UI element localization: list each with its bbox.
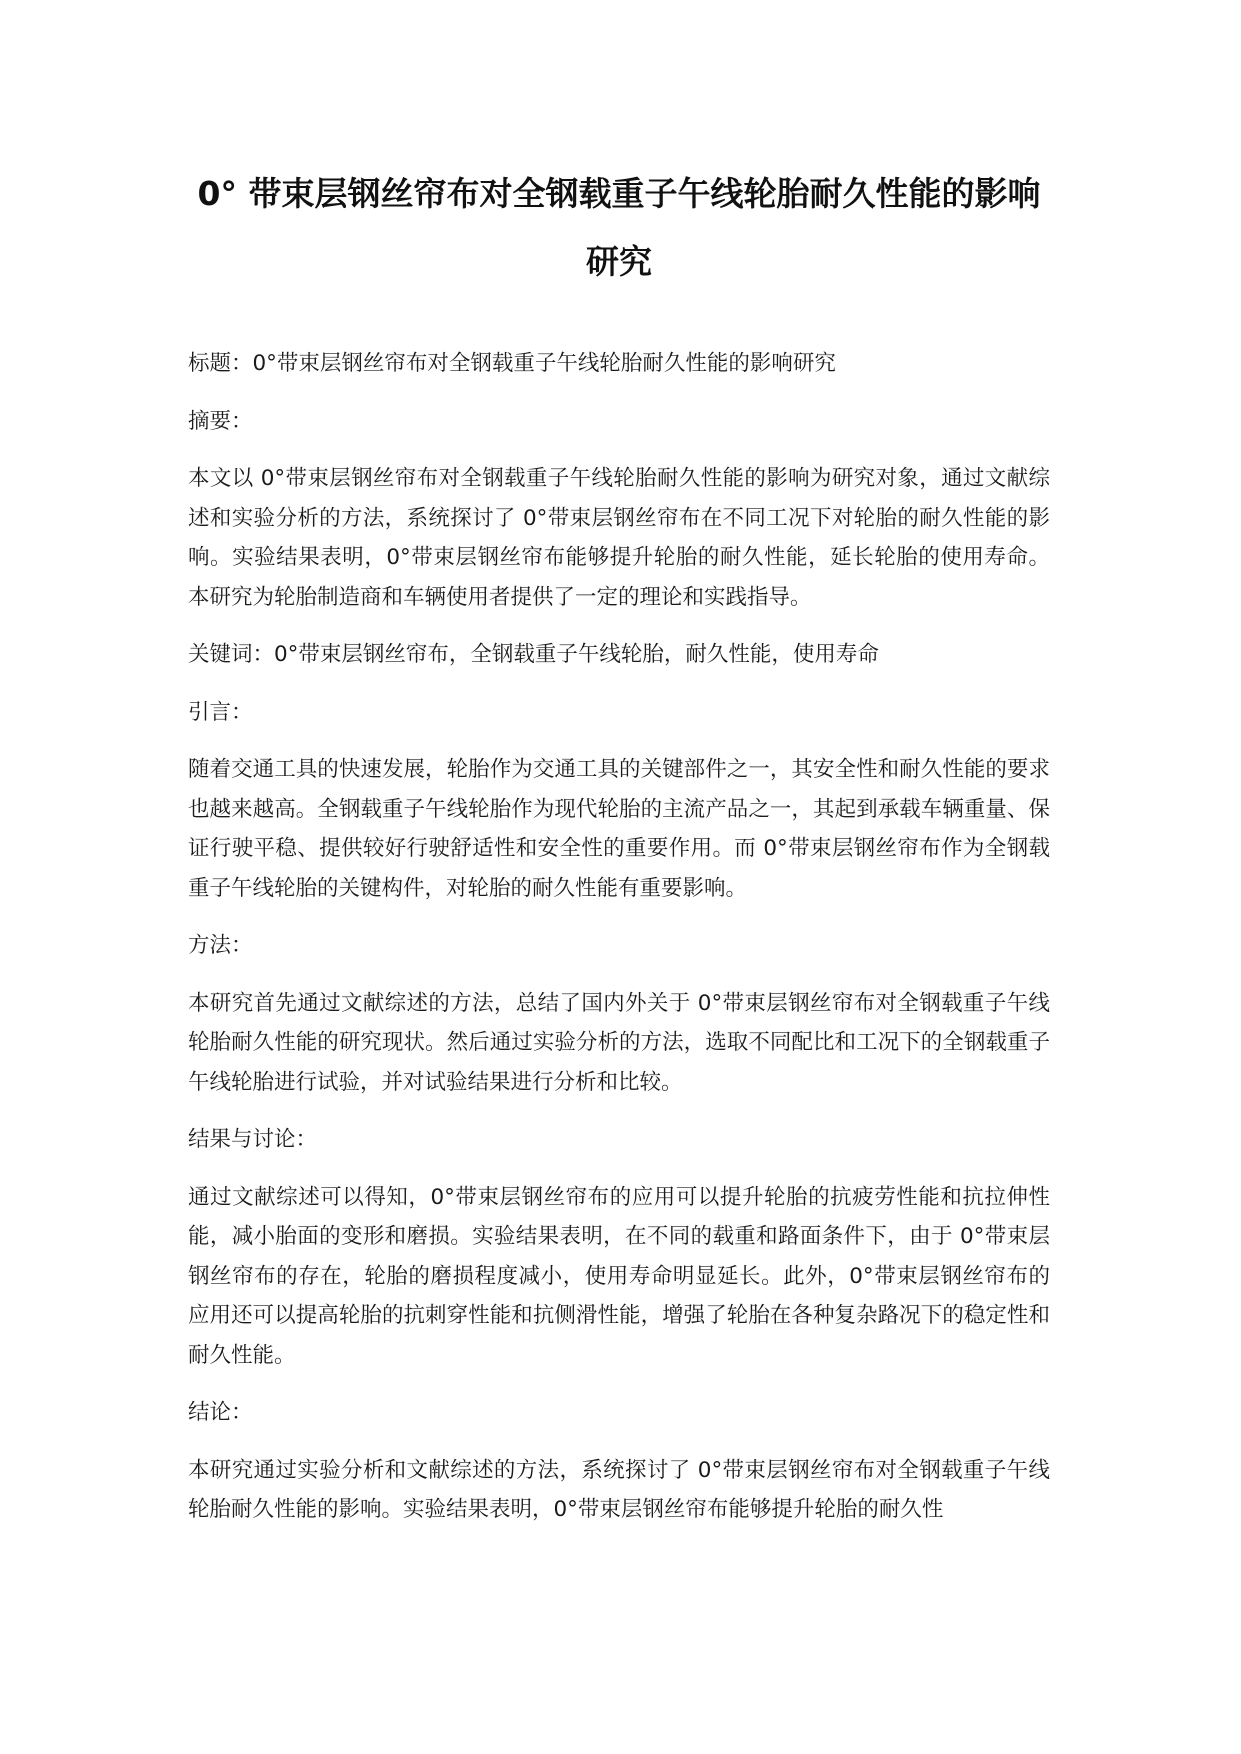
results-heading: 结果与讨论： (188, 1127, 318, 1152)
conclusion-heading: 结论： (188, 1400, 253, 1425)
abstract-paragraph: 本文以 0°带束层钢丝帘布对全钢载重子午线轮胎耐久性能的影响为研究对象，通过文献综述和实验分析的方法，系统探讨了 0°带束层钢丝帘布在不同工况下对轮胎的耐久性能的影响。实验结果表明，0°带束层钢丝帘布能够提升轮胎的耐久性能，延长轮胎的使用寿命。本研究为轮胎制造商和车辆使用者提供了一定的理论和实践指导。 (188, 466, 1050, 610)
keywords-line: 关键词：0°带束层钢丝帘布，全钢载重子午线轮胎，耐久性能，使用寿命 (188, 642, 879, 667)
introduction-heading: 引言： (188, 699, 253, 725)
title-line: 标题：0°带束层钢丝帘布对全钢载重子午线轮胎耐久性能的影响研究 (188, 351, 836, 376)
results-paragraph: 通过文献综述可以得知，0°带束层钢丝帘布的应用可以提升轮胎的抗疲劳性能和抗拉伸性能，减小胎面的变形和磨损。实验结果表明，在不同的载重和路面条件下，由于 0°带束层钢丝帘布的存在，轮胎的磨损程度减小，使用寿命明显延长。此外，0°带束层钢丝帘布的应用还可以提高轮胎的抗刺穿性能和抗侧滑性能，增强了轮胎在各种复杂路况下的稳定性和耐久性能。 (188, 1184, 1050, 1368)
methods-paragraph: 本研究首先通过文献综述的方法，总结了国内外关于 0°带束层钢丝帘布对全钢载重子午线轮胎耐久性能的研究现状。然后通过实验分析的方法，选取不同配比和工况下的全钢载重子午线轮胎进行试验，并对试验结果进行分析和比较。 (188, 990, 1050, 1095)
introduction-paragraph: 随着交通工具的快速发展，轮胎作为交通工具的关键部件之一，其安全性和耐久性能的要求也越来越高。全钢载重子午线轮胎作为现代轮胎的主流产品之一，其起到承载车辆重量、保证行驶平稳、提供较好行驶舒适性和安全性的重要作用。而 0°带束层钢丝帘布作为全钢载重子午线轮胎的关键构件，对轮胎的耐久性能有重要影响。 (188, 757, 1050, 901)
document-page (188, 160, 1050, 1548)
abstract-heading: 摘要： (188, 408, 253, 434)
conclusion-paragraph: 本研究通过实验分析和文献综述的方法，系统探讨了 0°带束层钢丝帘布对全钢载重子午线轮胎耐久性能的影响。实验结果表明，0°带束层钢丝帘布能够提升轮胎的耐久性 (188, 1457, 1050, 1522)
methods-heading: 方法： (188, 933, 253, 958)
document-title: 0° 带束层钢丝帘布对全钢载重子午线轮胎耐久性能的影响研究 (197, 174, 1041, 281)
